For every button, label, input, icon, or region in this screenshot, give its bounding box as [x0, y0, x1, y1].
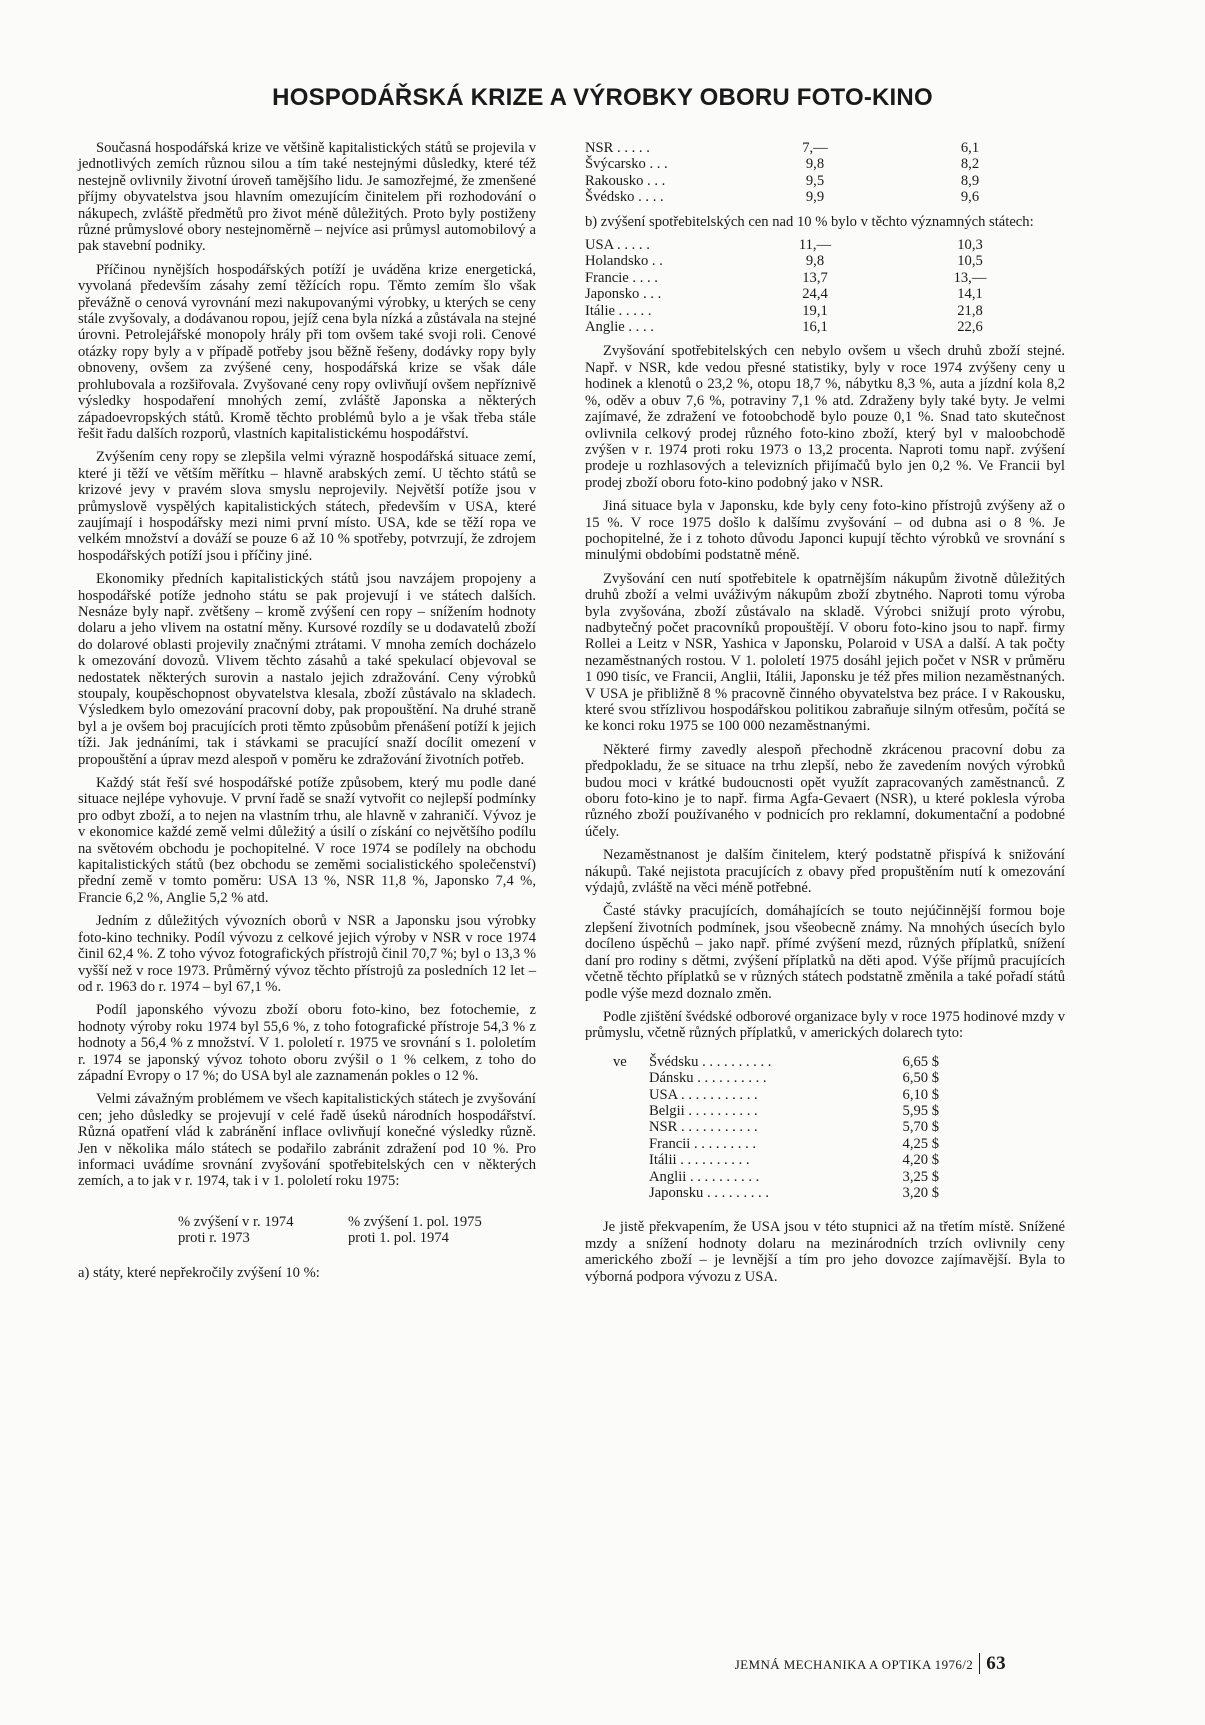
value-1975-cell: 13,—: [953, 269, 987, 286]
paragraph: Ekonomiky předních kapitalistických států jsou navzájem propojeny a hospodářské potíže jednoho státu se pak projevují i ve státech dalších. Nesnáze byly např. zvětšeny – kromě zvýšení cen ropy – snížením hodnoty dolaru a jeho vlivem na ostatní měny. Kursové rozdíly se u dodavatelů zboží do dolarové oblasti projevily značnými ztrátami. V mnoha zemích docházelo k omezování dovozů. Vlivem těchto zásahů a také spekulací objevoval se nedostatek některých surovin a nastalo jejich zdražování. Ceny výrobků stoupaly, koupěschopnost obyvatelstva klesala, zboží zůstávalo na skladech. Výsledkem bylo omezování pracovní doby, pak propouštění. Na druhé straně byl a je ovšem boj pracujících proti těmto způsobům přenášení potíží k jejich tíži. Jak jednáními, tak i stávkami se pracující snaží docílit omezení v propouštění a úprav mezd alespoň v poměru ke zdražování životních potřeb.: [78, 571, 536, 768]
table-row: [585, 140, 1065, 156]
country-cell: Belgii . . . . . . . . . .: [649, 1102, 758, 1119]
header-1974-line1: % zvýšení v r. 1974: [178, 1213, 294, 1230]
article-title: HOSPODÁŘSKÁ KRIZE A VÝROBKY OBORU FOTO-KINO: [272, 84, 933, 111]
value-1974-cell: 9,5: [805, 172, 825, 189]
paragraph: Současná hospodářská krize ve většině kapitalistických států se projevila v jednotlivých zemích různou silou a tím také nestejnými důsledky, které též nestejně ovlivnily životní úroveň tamějšího lidu. Je samozřejmé, že zmenšené příjmy obyvatelstva jsou hlavním omezujícím činitelem při rozhodování o nákupech, zvláště předmětů pro život méně důležitých. Proto byly postiženy různé průmyslové obory nestejnoměrně – nejvíce asi průmysl automobilový a pak stavební podniky.: [78, 140, 536, 255]
paragraph: Zvyšování cen nutí spotřebitele k opatrnějším nákupům životně důležitých druhů zboží a velmi uváživým nákupům zboží zbytného. Naproti tomu výroba byla zvyšována, zboží zůstávalo na skladě. Výrobci snižují proto výrobu, nadbytečný počet pracovníků propouštějí. V oboru foto-kino jsou to např. firmy Rollei a Leitz v NSR, Yashica v Japonsku, Polaroid v USA a další. A tak počty nezaměstnaných rostou. V 1. pololetí 1975 dosáhl jejich počet v NSR v průměru 1 090 tisíc, ve Francii, Anglii, Itálii, Japonsku je též přes milion nezaměstnaných. V USA je přibližně 8 % pracovně činného obyvatelstva bez práce. I v Rakousku, které svou střízlivou hospodářskou politikou zabraňuje silným otřesům, počítá se ke konci roku 1975 se 100 000 nezaměstnanými.: [585, 570, 1065, 735]
country-cell: Itálii . . . . . . . . . .: [649, 1152, 750, 1169]
value-1974-cell: 13,7: [802, 269, 828, 286]
value-1974-cell: 24,4: [802, 286, 828, 303]
wage-value-cell: 6,50 $: [902, 1070, 939, 1087]
wage-prefix: [613, 1087, 649, 1103]
country-cell: Švédsko . . . .: [585, 189, 664, 206]
country-cell: Holandsko . .: [585, 253, 663, 270]
country-cell: NSR . . . . . . . . . . .: [649, 1119, 758, 1136]
paragraph: Podle zjištění švédské odborové organizace byly v roce 1975 hodinové mzdy v průmyslu, včetně různých příplatků, v amerických dolarech tyto:: [585, 1008, 1065, 1042]
value-1975-cell: 22,6: [957, 319, 983, 336]
country-cell: Anglii . . . . . . . . . .: [649, 1168, 760, 1185]
paragraph: Jiná situace byla v Japonsku, kde byly ceny foto-kino přístrojů zvýšeny až o 15 %. V roce 1975 došlo k dalšímu zvyšování – od dubna asi o 8 %. Je pochopitelné, že i z tohoto důvodu Japonci kupují těchto výrobků ve srovnání s minulými obdobími podstatně méně.: [585, 498, 1065, 564]
value-1974-cell: 11,—: [798, 237, 832, 254]
value-1974-cell: 9,8: [805, 253, 825, 270]
paragraph: Každý stát řeší své hospodářské potíže způsobem, který mu podle dané situace nejlépe vyhovuje. V první řadě se snaží vytvořit co nejlepší podmínky pro odbyt zboží, a to nejen na vlastním trhu, ale hlavně v zahraničí. Vývoz je v ekonomice každé země velmi důležitý a úsilí o získání co největšího podílu na světovém obchodu je pochopitelné. V roce 1974 se podílely na obchodu kapitalistických států (bez obchodu se zeměmi socialistického společenství) přední země v tomto poměru: USA 13 %, NSR 11,8 %, Japonsko 7,4 %, Francie 6,2 %, Anglie 5,2 % atd.: [78, 775, 536, 906]
left-column: [78, 140, 536, 1288]
value-1975-cell: 10,5: [957, 253, 983, 270]
table-row: [613, 1070, 939, 1086]
price-table-a: [585, 140, 1065, 206]
section-b-label: b) zvýšení spotřebitelských cen nad 10 % bylo v těchto významných státech:: [585, 213, 1034, 230]
country-cell: Rakousko . . .: [585, 172, 666, 189]
table-row: [585, 270, 1065, 286]
price-table-header: [178, 1214, 536, 1247]
wage-prefix: [613, 1136, 649, 1152]
value-1975-cell: 8,2: [960, 156, 980, 173]
country-cell: Japonsku . . . . . . . . .: [649, 1184, 769, 1201]
value-1975-cell: 10,3: [957, 237, 983, 254]
value-1975-cell: 9,6: [960, 189, 980, 206]
header-1974: [178, 1214, 348, 1247]
paragraph: Jedním z důležitých vývozních oborů v NSR a Japonsku jsou výrobky foto-kino techniky. Podíl vývozu z celkové jejich výroby v NSR v roce 1974 činil 62,4 %. Z toho vývoz fotografických přístrojů činil 70,7 %; byl o 13,3 % vyšší než v roce 1973. Průměrný vývoz těchto přístrojů za posledních 12 let – od r. 1963 do r. 1974 – byl 67,1 %.: [78, 913, 536, 995]
page-footer: [706, 1653, 1006, 1675]
paragraph: Zvýšením ceny ropy se zlepšila velmi výrazně hospodářská situace zemí, které ji těží ve větším měřítku – hlavně arabských zemí. U těchto států se krizové jevy v pravém slova smyslu neprojevily. Největší potíže jsou v průmyslově vyspělých kapitalistických státech, především v USA, které zaujímají i hospodářsky mezi nimi první místo. USA, kde se těží ropa ve velkém množství a dováží se pouze 6 až 10 % spotřeby, potvrzují, že zdrojem hospodářských potíží jsou i příčiny jiné.: [78, 449, 536, 564]
wage-value-cell: 5,70 $: [902, 1119, 939, 1136]
value-1974-cell: 9,8: [805, 156, 825, 173]
price-table-b: [585, 237, 1065, 335]
header-1975-line1: % zvýšení 1. pol. 1975: [348, 1213, 482, 1230]
paragraph: Podíl japonského vývozu zboží oboru foto-kino, bez fotochemie, z hodnoty výroby roku 1974 byl 55,6 %, z toho fotografické přístroje 54,3 % z hodnoty a 56,4 % z množství. V 1. pololetí r. 1975 ve srovnání s 1. pololetím r. 1974 se japonský vývoz tohoto oboru zvýšil o 1 % celkem, z toho do západní Evropy o 17 %; do USA byl ale zaznamenán pokles o 12 %.: [78, 1002, 536, 1084]
header-1975-line2: proti 1. pol. 1974: [348, 1230, 449, 1247]
table-row: [585, 173, 1065, 189]
value-1974-cell: 16,1: [802, 319, 828, 336]
paragraph: Je jistě překvapením, že USA jsou v této stupnici až na třetím místě. Snížené mzdy a snížení hodnoty dolaru na mezinárodních trzích ovlivnily ceny amerického zboží – je levnější a tím pro jeho dovozce zajímavější. Byla to výborná podpora vývozu z USA.: [585, 1219, 1065, 1285]
wage-prefix: [613, 1119, 649, 1135]
wage-prefix: [613, 1103, 649, 1119]
table-row: [613, 1103, 939, 1119]
value-1974-cell: 7,—: [802, 140, 828, 156]
table-row: [613, 1185, 939, 1201]
wage-value-cell: 3,20 $: [902, 1184, 939, 1201]
country-cell: Japonsko . . .: [585, 286, 662, 303]
header-1974-line2: proti r. 1973: [178, 1230, 250, 1247]
table-row: [613, 1087, 939, 1103]
page-number: 63: [979, 1653, 1006, 1674]
paragraph: Příčinou nynějších hospodářských potíží je uváděna krize energetická, vyvolaná především zásahy zemí těžících ropu. Těmto zemím šlo však převážně o cenová vyrovnání mezi nakupovanými výrobky, u kterých se ceny stále zvyšovaly, a dodávanou ropou, jejíž cena byla nízká a zůstávala na stejné úrovni. Petrolejářské monopoly hrály při tom ovšem také svoji roli. Cenové otázky ropy byly a v případě potřeby jsou běžně řešeny, dodávky ropy byly obnoveny, ovšem za zvýšené ceny, hospodářská krize se však dále prohlubovala a rozšiřovala. Zvyšované ceny ropy ovlivňují ovšem nepříznivě výsledky hospodaření mnohých zemí, zvláště Japonska a některých západoevropských států. Kromě těchto problémů bylo a je však třeba stále řešit řadu dalších rozporů, vlastních kapitalistickému hospodářství.: [78, 261, 536, 442]
wage-value-cell: 5,95 $: [902, 1102, 939, 1119]
wage-prefix: [613, 1185, 649, 1201]
country-cell: USA . . . . . . . . . . .: [649, 1086, 758, 1103]
paragraph: Časté stávky pracujících, domáhajících se touto nejúčinnější formou boje zlepšení životních podmínek, jsou všeobecně známy. Na mnohých úsecích bylo docíleno úspěchů – jako např. přímé zvýšení mezd, různých příplatků, snížení daní pro rodiny s dětmi, zvýšení příplatků na děti apod. Výše příjmů pracujících včetně těchto příplatků se v různých státech podstatně změnila a také pořadí států podle výše mezd doznalo změn.: [585, 903, 1065, 1002]
wage-prefix: [613, 1169, 649, 1185]
wage-value-cell: 4,25 $: [902, 1135, 939, 1152]
table-row: [613, 1169, 939, 1185]
table-row: [613, 1054, 939, 1070]
table-row: [613, 1136, 939, 1152]
country-cell: Švýcarsko . . .: [585, 156, 668, 173]
country-cell: USA . . . . .: [585, 237, 650, 254]
wage-value-cell: 4,20 $: [902, 1152, 939, 1169]
table-row: [613, 1152, 939, 1168]
table-row: [585, 253, 1065, 269]
wage-prefix: ve: [613, 1053, 627, 1070]
value-1975-cell: 8,9: [960, 172, 980, 189]
header-1975: [348, 1214, 508, 1247]
country-cell: Francii . . . . . . . . .: [649, 1135, 757, 1152]
table-row: [613, 1119, 939, 1135]
country-cell: NSR . . . . .: [585, 140, 650, 156]
right-column: [585, 140, 1065, 1292]
journal-name: JEMNÁ MECHANIKA A OPTIKA 1976/2: [734, 1657, 974, 1672]
wage-value-cell: 6,10 $: [902, 1086, 939, 1103]
table-row: [585, 286, 1065, 302]
country-cell: Anglie . . . .: [585, 319, 654, 336]
value-1975-cell: 14,1: [957, 286, 983, 303]
wage-table: [613, 1054, 939, 1202]
value-1974-cell: 9,9: [805, 189, 825, 206]
wage-value-cell: 3,25 $: [902, 1168, 939, 1185]
table-row: [585, 303, 1065, 319]
value-1974-cell: 19,1: [802, 302, 828, 319]
value-1975-cell: 21,8: [957, 302, 983, 319]
wage-value-cell: 6,65 $: [902, 1053, 939, 1070]
section-a-label: a) státy, které nepřekročily zvýšení 10 %:: [78, 1264, 320, 1281]
table-row: [585, 156, 1065, 172]
paragraph: Velmi závažným problémem ve všech kapitalistických státech je zvyšování cen; jeho důsledky se projevují v celé řadě úseků národních hospodářství. Různá opatření vlád k zabránění inflace ovlivňují konečné výsledky různě. Jen v několika málo státech se podařilo zabránit zdražení pod 10 %. Pro informaci uvádíme srovnání zvyšování spotřebitelských cen v některých zemích, a to jak v r. 1974, tak i v 1. pololetí roku 1975:: [78, 1091, 536, 1190]
country-cell: Švédsku . . . . . . . . . .: [649, 1053, 772, 1070]
paragraph: Nezaměstnanost je dalším činitelem, který podstatně přispívá k snižování nákupů. Také nejistota pracujících z obavy před propuštěním nutí k omezování výdajů, zvláště na věci méně potřebné.: [585, 847, 1065, 897]
wage-prefix: [613, 1152, 649, 1168]
paragraph: Zvyšování spotřebitelských cen nebylo ovšem u všech druhů zboží stejné. Např. v NSR, kde vedou přesné statistiky, byly v roce 1974 zvýšeny ceny u hodinek a klenotů o 23,2 %, otopu 18,7 %, nábytku 8,3 %, auta a jízdní kola 8,2 %, oděv a obuv 7,6 %, potraviny 7,1 % atd. Zdraženy byly také byty. Je velmi zajímavé, že zdražení ve fotoobchodě bylo pouze 0,1 %. Snad tato skutečnost ovlivnila celkový prodej různého foto-kino zboží, který byl v maloobchodě zvýšen v r. 1974 proti roku 1973 o 13,2 procenta. Naproti tomu např. zvýšení prodeje u rozhlasových a televizních přijímačů bylo jen 0,2 %. Ve Francii byl prodej zboží oboru foto-kino podobný jako v NSR.: [585, 343, 1065, 491]
paragraph: Některé firmy zavedly alespoň přechodně zkrácenou pracovní dobu za předpokladu, že se situace na trhu zlepší, nebo že zavedením nových výrobků budou moci v krátké budoucnosti opět využít zapracovaných zaměstnanců. Z oboru foto-kino je to např. firma Agfa-Gevaert (NSR), u které poklesla výroba různého zboží používaného v podnicích pro reklamní, dokumentační a podobné účely.: [585, 741, 1065, 840]
table-row: [585, 319, 1065, 335]
country-cell: Francie . . . .: [585, 269, 658, 286]
country-cell: Dánsku . . . . . . . . . .: [649, 1070, 767, 1087]
value-1975-cell: 6,1: [960, 140, 980, 156]
country-cell: Itálie . . . . .: [585, 302, 652, 319]
wage-prefix: [613, 1070, 649, 1086]
table-row: [585, 237, 1065, 253]
table-row: [585, 189, 1065, 205]
